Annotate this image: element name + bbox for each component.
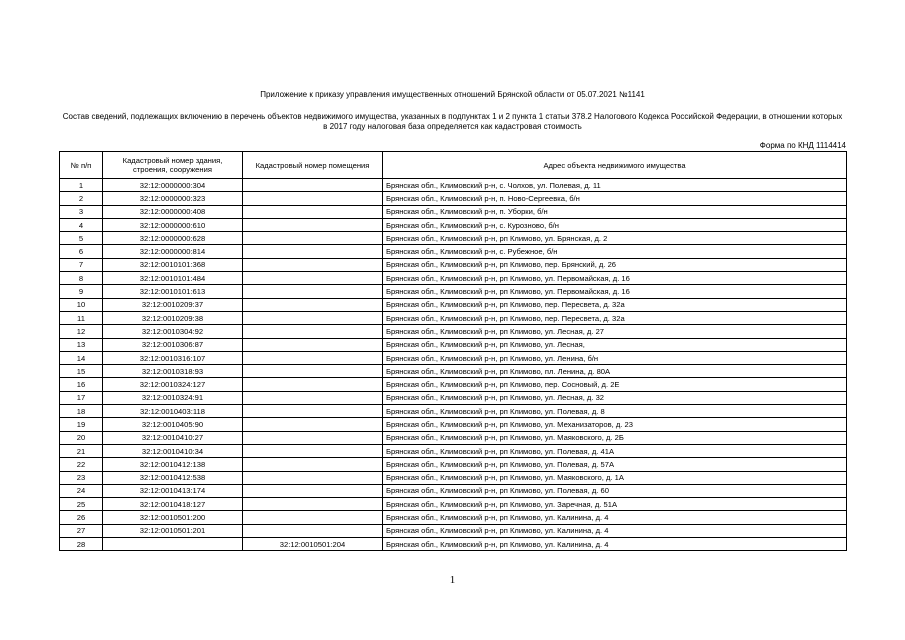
table-row	[60, 458, 847, 471]
cell-building-cadastral: 32:12:0010324:127	[103, 378, 243, 391]
cell-num: 7	[60, 258, 103, 271]
cell-address: Брянская обл., Климовский р-н, рп Климово, ул. Полевая, д. 41А	[383, 444, 847, 457]
table-row	[60, 484, 847, 497]
cell-room-cadastral	[243, 484, 383, 497]
cell-num: 19	[60, 418, 103, 431]
cell-room-cadastral	[243, 298, 383, 311]
cell-address: Брянская обл., Климовский р-н, рп Климово, пл. Ленина, д. 80А	[383, 365, 847, 378]
cell-room-cadastral	[243, 391, 383, 404]
cell-building-cadastral	[103, 538, 243, 551]
cell-building-cadastral: 32:12:0010418:127	[103, 498, 243, 511]
table-row	[60, 232, 847, 245]
cell-address: Брянская обл., Климовский р-н, рп Климово, ул. Заречная, д. 51А	[383, 498, 847, 511]
cell-num: 5	[60, 232, 103, 245]
cell-num: 1	[60, 179, 103, 192]
cell-num: 24	[60, 484, 103, 497]
cell-room-cadastral	[243, 205, 383, 218]
cell-building-cadastral: 32:12:0000000:304	[103, 179, 243, 192]
cell-num: 27	[60, 524, 103, 537]
cell-num: 12	[60, 325, 103, 338]
cell-address: Брянская обл., Климовский р-н, п. Ново-Сергеевка, б/н	[383, 192, 847, 205]
cell-building-cadastral: 32:12:0010412:538	[103, 471, 243, 484]
table-row	[60, 311, 847, 324]
cell-building-cadastral: 32:12:0010316:107	[103, 351, 243, 364]
cell-building-cadastral: 32:12:0010410:27	[103, 431, 243, 444]
cell-building-cadastral: 32:12:0010501:200	[103, 511, 243, 524]
cell-room-cadastral	[243, 511, 383, 524]
cell-num: 20	[60, 431, 103, 444]
table-row	[60, 245, 847, 258]
cell-num: 17	[60, 391, 103, 404]
cell-address: Брянская обл., Климовский р-н, рп Климово, пер. Пересвета, д. 32а	[383, 311, 847, 324]
cell-room-cadastral	[243, 179, 383, 192]
table-row	[60, 258, 847, 271]
cell-room-cadastral	[243, 471, 383, 484]
table-row	[60, 205, 847, 218]
cell-room-cadastral	[243, 338, 383, 351]
cell-address: Брянская обл., Климовский р-н, рп Климово, пер. Сосновый, д. 2Е	[383, 378, 847, 391]
cell-num: 2	[60, 192, 103, 205]
page-number: 1	[449, 574, 456, 586]
cell-num: 6	[60, 245, 103, 258]
table-row	[60, 272, 847, 285]
cell-address: Брянская обл., Климовский р-н, рп Климово, ул. Первомайская, д. 16	[383, 285, 847, 298]
cell-building-cadastral: 32:12:0000000:610	[103, 218, 243, 231]
cell-building-cadastral: 32:12:0010101:613	[103, 285, 243, 298]
cell-building-cadastral: 32:12:0010209:37	[103, 298, 243, 311]
cell-address: Брянская обл., Климовский р-н, рп Климово, ул. Полевая, д. 60	[383, 484, 847, 497]
cell-address: Брянская обл., Климовский р-н, с. Курозново, б/н	[383, 218, 847, 231]
table-row	[60, 338, 847, 351]
document-description: Состав сведений, подлежащих включению в перечень объектов недвижимого имущества, указанных в подпунктах 1 и 2 пункта 1 статьи 378.2 Налогового Кодекса Российской Федерации, в отношении которых в 2017 году налоговая база определяется как кадастровая стоимость	[62, 112, 843, 131]
cell-building-cadastral: 32:12:0010501:201	[103, 524, 243, 537]
cell-room-cadastral	[243, 192, 383, 205]
cell-address: Брянская обл., Климовский р-н, рп Климово, ул. Механизаторов, д. 23	[383, 418, 847, 431]
cell-building-cadastral: 32:12:0010209:38	[103, 311, 243, 324]
cell-room-cadastral	[243, 498, 383, 511]
cell-room-cadastral	[243, 218, 383, 231]
cell-address: Брянская обл., Климовский р-н, рп Климово, пер. Пересвета, д. 32а	[383, 298, 847, 311]
table-row	[60, 524, 847, 537]
cell-address: Брянская обл., Климовский р-н, п. Уборки, б/н	[383, 205, 847, 218]
table-row	[60, 471, 847, 484]
cell-building-cadastral: 32:12:0010304:92	[103, 325, 243, 338]
cell-room-cadastral	[243, 458, 383, 471]
cell-num: 18	[60, 405, 103, 418]
cell-room-cadastral	[243, 405, 383, 418]
cell-room-cadastral	[243, 232, 383, 245]
property-table	[59, 151, 847, 551]
table-row	[60, 418, 847, 431]
cell-room-cadastral	[243, 285, 383, 298]
table-row	[60, 365, 847, 378]
cell-building-cadastral: 32:12:0010324:91	[103, 391, 243, 404]
table-row	[60, 351, 847, 364]
header-room-cadastral: Кадастровый номер помещения	[243, 152, 383, 179]
cell-building-cadastral: 32:12:0000000:814	[103, 245, 243, 258]
cell-building-cadastral: 32:12:0010412:138	[103, 458, 243, 471]
cell-num: 4	[60, 218, 103, 231]
cell-num: 16	[60, 378, 103, 391]
header-address: Адрес объекта недвижимого имущества	[383, 152, 847, 179]
cell-room-cadastral	[243, 444, 383, 457]
table-row	[60, 431, 847, 444]
cell-num: 10	[60, 298, 103, 311]
cell-address: Брянская обл., Климовский р-н, рп Климово, ул. Маяковского, д. 2Б	[383, 431, 847, 444]
cell-num: 22	[60, 458, 103, 471]
cell-address: Брянская обл., Климовский р-н, рп Климово, ул. Первомайская, д. 16	[383, 272, 847, 285]
cell-address: Брянская обл., Климовский р-н, рп Климово, ул. Полевая, д. 57А	[383, 458, 847, 471]
cell-address: Брянская обл., Климовский р-н, рп Климово, ул. Лесная, д. 27	[383, 325, 847, 338]
cell-num: 23	[60, 471, 103, 484]
cell-address: Брянская обл., Климовский р-н, рп Климово, ул. Лесная,	[383, 338, 847, 351]
cell-address: Брянская обл., Климовский р-н, рп Климово, ул. Калинина, д. 4	[383, 538, 847, 551]
table-row	[60, 405, 847, 418]
cell-address: Брянская обл., Климовский р-н, с. Рубежное, б/н	[383, 245, 847, 258]
cell-room-cadastral	[243, 431, 383, 444]
table-row	[60, 285, 847, 298]
table-row	[60, 378, 847, 391]
cell-address: Брянская обл., Климовский р-н, рп Климово, ул. Полевая, д. 8	[383, 405, 847, 418]
cell-address: Брянская обл., Климовский р-н, рп Климово, пер. Брянский, д. 26	[383, 258, 847, 271]
cell-room-cadastral	[243, 325, 383, 338]
cell-building-cadastral: 32:12:0000000:408	[103, 205, 243, 218]
table-row	[60, 325, 847, 338]
cell-address: Брянская обл., Климовский р-н, рп Климово, ул. Маяковского, д. 1А	[383, 471, 847, 484]
cell-num: 15	[60, 365, 103, 378]
header-building-cadastral: Кадастровый номер здания, строения, сооружения	[103, 152, 243, 179]
cell-address: Брянская обл., Климовский р-н, рп Климово, ул. Лесная, д. 32	[383, 391, 847, 404]
cell-building-cadastral: 32:12:0010413:174	[103, 484, 243, 497]
table-row	[60, 298, 847, 311]
form-code: Форма по КНД 1114414	[759, 141, 846, 150]
cell-num: 25	[60, 498, 103, 511]
cell-address: Брянская обл., Климовский р-н, рп Климово, ул. Калинина, д. 4	[383, 524, 847, 537]
cell-room-cadastral	[243, 272, 383, 285]
cell-num: 14	[60, 351, 103, 364]
cell-building-cadastral: 32:12:0010403:118	[103, 405, 243, 418]
cell-num: 8	[60, 272, 103, 285]
table-row	[60, 444, 847, 457]
cell-building-cadastral: 32:12:0010410:34	[103, 444, 243, 457]
cell-address: Брянская обл., Климовский р-н, рп Климово, ул. Ленина, б/н	[383, 351, 847, 364]
cell-room-cadastral	[243, 245, 383, 258]
cell-building-cadastral: 32:12:0010318:93	[103, 365, 243, 378]
cell-building-cadastral: 32:12:0010101:368	[103, 258, 243, 271]
cell-num: 26	[60, 511, 103, 524]
header-num: № п/п	[60, 152, 103, 179]
cell-room-cadastral	[243, 418, 383, 431]
table-row	[60, 179, 847, 192]
table-row	[60, 498, 847, 511]
table-body	[60, 179, 847, 551]
cell-address: Брянская обл., Климовский р-н, рп Климово, ул. Брянская, д. 2	[383, 232, 847, 245]
document-title: Приложение к приказу управления имущественных отношений Брянской области от 05.07.2021 №1141	[260, 90, 645, 99]
cell-num: 28	[60, 538, 103, 551]
cell-room-cadastral	[243, 524, 383, 537]
table-row	[60, 192, 847, 205]
cell-room-cadastral: 32:12:0010501:204	[243, 538, 383, 551]
table-header-row	[60, 152, 847, 179]
cell-num: 9	[60, 285, 103, 298]
table-row	[60, 391, 847, 404]
cell-num: 21	[60, 444, 103, 457]
cell-building-cadastral: 32:12:0010101:484	[103, 272, 243, 285]
cell-building-cadastral: 32:12:0000000:628	[103, 232, 243, 245]
table-row	[60, 538, 847, 551]
table-row	[60, 511, 847, 524]
cell-room-cadastral	[243, 258, 383, 271]
cell-address: Брянская обл., Климовский р-н, рп Климово, ул. Калинина, д. 4	[383, 511, 847, 524]
cell-room-cadastral	[243, 378, 383, 391]
cell-room-cadastral	[243, 311, 383, 324]
cell-building-cadastral: 32:12:0010306:87	[103, 338, 243, 351]
cell-building-cadastral: 32:12:0010405:90	[103, 418, 243, 431]
cell-room-cadastral	[243, 365, 383, 378]
cell-building-cadastral: 32:12:0000000:323	[103, 192, 243, 205]
table-row	[60, 218, 847, 231]
cell-num: 3	[60, 205, 103, 218]
cell-num: 13	[60, 338, 103, 351]
cell-room-cadastral	[243, 351, 383, 364]
cell-address: Брянская обл., Климовский р-н, с. Чолхов, ул. Полевая, д. 11	[383, 179, 847, 192]
cell-num: 11	[60, 311, 103, 324]
